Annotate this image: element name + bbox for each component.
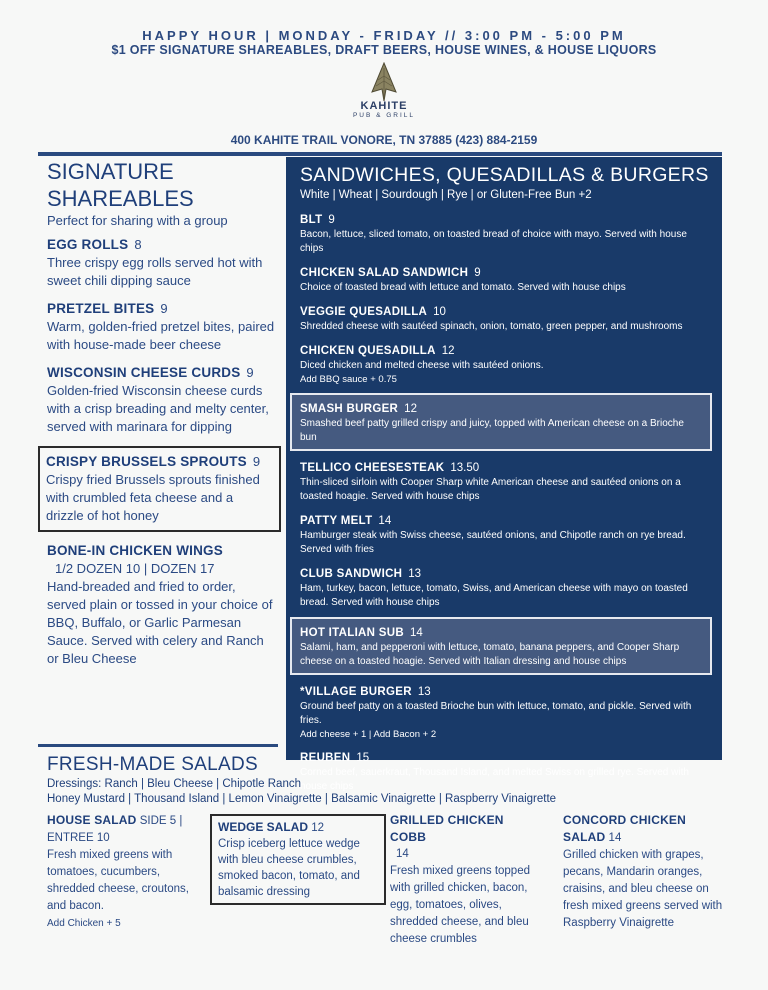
salads-title: FRESH-MADE SALADS [47,754,258,775]
item-name: *VILLAGE BURGER [300,686,412,698]
shareables-title-1: SIGNATURE [47,159,174,184]
item-name: CRISPY BRUSSELS SPROUTS [46,454,247,469]
item-name: CONCORD CHICKEN [563,813,686,827]
menu-item-cheese-curds [47,364,277,436]
item-desc: Crispy fried Brussels sprouts finished with crumbled feta cheese and a drizzle of hot honey [46,472,260,523]
shareables-title-2: SHAREABLES [47,186,194,211]
address-phone: 400 KAHITE TRAIL VONORE, TN 37885 (423) 884-2159 [230,133,538,147]
logo-name: KAHITE [360,100,408,112]
bread-options: White | Wheat | Sourdough | Rye | or Gluten-Free Bun +2 [300,189,592,201]
menu-item-reuben [300,748,708,794]
menu-item-chicken-quesadilla [300,341,708,386]
item-name-2: SALAD [563,830,606,844]
item-desc: Ham, turkey, bacon, lettuce, tomato, Swiss, and American cheese with mayo on toasted bread. Served with house chips [300,583,688,608]
dressings-line-1: Dressings: Ranch | Bleu Cheese | Chipotle Ranch [47,778,301,790]
menu-item-tellico-cheesesteak [300,458,708,504]
item-desc: Shredded cheese with sautéed spinach, onion, tomato, green pepper, and mushrooms [300,321,683,332]
item-price: 14 [409,627,423,639]
item-desc: Hand-breaded and fried to order, served plain or tossed in your choice of BBQ, Buffalo, or Garlic Parmesan Sauce. Served with celery and Ranch or Bleu Cheese [47,579,273,666]
item-desc: Three crispy egg rolls served hot with sweet chili dipping sauce [47,255,263,288]
item-desc: Crisp iceberg lettuce wedge with bleu cheese crumbles, smoked bacon, tomato, and balsamic dressing [218,838,360,898]
item-price: 13 [417,686,431,698]
item-desc: Diced chicken and melted cheese with sautéed onions. [300,360,544,371]
item-name: HOT ITALIAN SUB [300,627,404,639]
item-name: WISCONSIN CHEESE CURDS [47,365,241,380]
item-desc: Fresh mixed greens with tomatoes, cucumbers, shredded cheese, croutons, and bacon. [47,849,189,912]
happy-hour-deal: $1 OFF SIGNATURE SHAREABLES, DRAFT BEERS, HOUSE WINES, & HOUSE LIQUORS [111,43,657,57]
item-name: WEDGE SALAD [218,820,308,834]
item-price: 12 [404,403,417,415]
menu-item-club-sandwich [300,564,708,610]
item-price: 15 [356,752,370,764]
menu-item-hot-italian-sub [290,617,712,675]
menu-item-grilled-chicken-cobb [390,812,540,948]
item-name: BLT [300,214,323,226]
kahite-logo [334,62,434,134]
item-name: REUBEN [300,752,351,764]
shareables-section [47,158,277,678]
item-name: TELLICO CHEESESTEAK [300,462,445,474]
item-name: BONE-IN CHICKEN WINGS [47,543,223,558]
item-price: 14 [396,848,409,860]
item-desc: Bacon, lettuce, sliced tomato, on toasted bread of choice with mayo. Served with house chips [300,229,687,254]
item-price: 12 [441,345,455,357]
menu-item-pretzel-bites [47,300,277,354]
item-desc: Corned beef, sauerkraut, Thousand Island, and melted Swiss on grilled rye. Served with house chips [300,767,689,792]
item-desc: Thin-sliced sirloin with Cooper Sharp white American cheese and sautéed onions on a toasted hoagie. Served with house chips [300,477,681,502]
arrowhead-icon [369,62,399,102]
item-desc: Ground beef patty on a toasted Brioche bun with lettuce, tomato, and pickle. Served with fries. [300,701,692,726]
menu-item-concord-chicken-salad [563,812,723,932]
item-desc: Fresh mixed greens topped with grilled chicken, bacon, egg, tomatoes, olives, shredded cheese, and bleu cheese crumbles [390,865,530,945]
menu-item-egg-rolls [47,236,277,290]
sandwiches-title: SANDWICHES, QUESADILLAS & BURGERS [300,164,709,186]
item-name: CHICKEN QUESADILLA [300,345,436,357]
happy-hour-hours: HAPPY HOUR | MONDAY - FRIDAY // 3:00 PM - 5:00 PM [142,28,626,43]
menu-item-village-burger [300,682,708,741]
shareables-lead: Perfect for sharing with a group [47,213,228,228]
item-name: PRETZEL BITES [47,301,155,316]
item-price: 14 [608,832,622,844]
menu-item-house-salad [47,812,202,932]
item-name: CLUB SANDWICH [300,568,403,580]
item-price: 12 [311,822,324,834]
menu-item-chicken-wings [47,542,277,668]
menu-item-patty-melt [300,511,708,557]
menu-item-wedge-salad [210,814,386,905]
menu-item-chicken-salad-sandwich [300,263,708,295]
menu-item-brussels-sprouts [38,446,281,532]
item-price: 9 [474,267,481,279]
item-price: 9 [252,454,261,469]
item-name: SMASH BURGER [300,403,399,415]
menu-item-veggie-quesadilla [300,302,708,334]
item-desc: Smashed beef patty grilled crispy and juicy, topped with American cheese on a Brioche bun [300,418,684,443]
item-addon: Add cheese + 1 | Add Bacon + 2 [300,729,437,740]
item-desc: Golden-fried Wisconsin cheese curds with a crisp breading and melty center, served with marinara for dipping [47,383,269,434]
menu-item-blt [300,210,708,256]
item-name: VEGGIE QUESADILLA [300,306,428,318]
logo-subtitle: PUB & GRILL [352,112,416,119]
divider [38,152,722,156]
item-price: 10 [433,306,446,318]
dressings-line-2: Honey Mustard | Thousand Island | Lemon Vinaigrette | Balsamic Vinaigrette | Raspberry Vinaigrette [47,793,557,805]
item-price-entree: ENTREE 10 [47,832,110,844]
item-price: 9 [246,365,254,380]
item-price: 8 [134,237,142,252]
item-name: CHICKEN SALAD SANDWICH [300,267,469,279]
item-addon: Add Chicken + 5 [47,918,121,929]
item-name: EGG ROLLS [47,237,129,252]
item-desc: Salami, ham, and pepperoni with lettuce, tomato, banana peppers, and Cooper Sharp cheese on a toasted hoagie. Served with Italian dressing and house chips [300,642,680,667]
divider [38,744,278,747]
item-sizes: 1/2 DOZEN 10 | DOZEN 17 [55,561,215,576]
item-desc: Grilled chicken with grapes, pecans, Mandarin oranges, craisins, and bleu cheese on fresh mixed greens served with Raspberry Vinaigrette [563,849,723,929]
menu-item-smash-burger [290,393,712,451]
item-price: 14 [378,515,392,527]
item-price: 13.50 [450,462,480,474]
item-addon: Add BBQ sauce + 0.75 [300,374,397,385]
item-price-side: SIDE 5 | [139,815,183,827]
item-desc: Warm, golden-fried pretzel bites, paired with house-made beer cheese [47,319,275,352]
item-desc: Choice of toasted bread with lettuce and tomato. Served with house chips [300,282,626,293]
item-name: HOUSE SALAD [47,813,137,827]
item-price: 13 [408,568,422,580]
item-desc: Hamburger steak with Swiss cheese, sautéed onions, and Chipotle ranch on rye bread. Served with fries [300,530,686,555]
sandwiches-list [300,210,708,801]
item-price: 9 [328,214,335,226]
item-name: GRILLED CHICKEN COBB [390,813,504,844]
item-price: 9 [160,301,168,316]
item-name: PATTY MELT [300,515,373,527]
